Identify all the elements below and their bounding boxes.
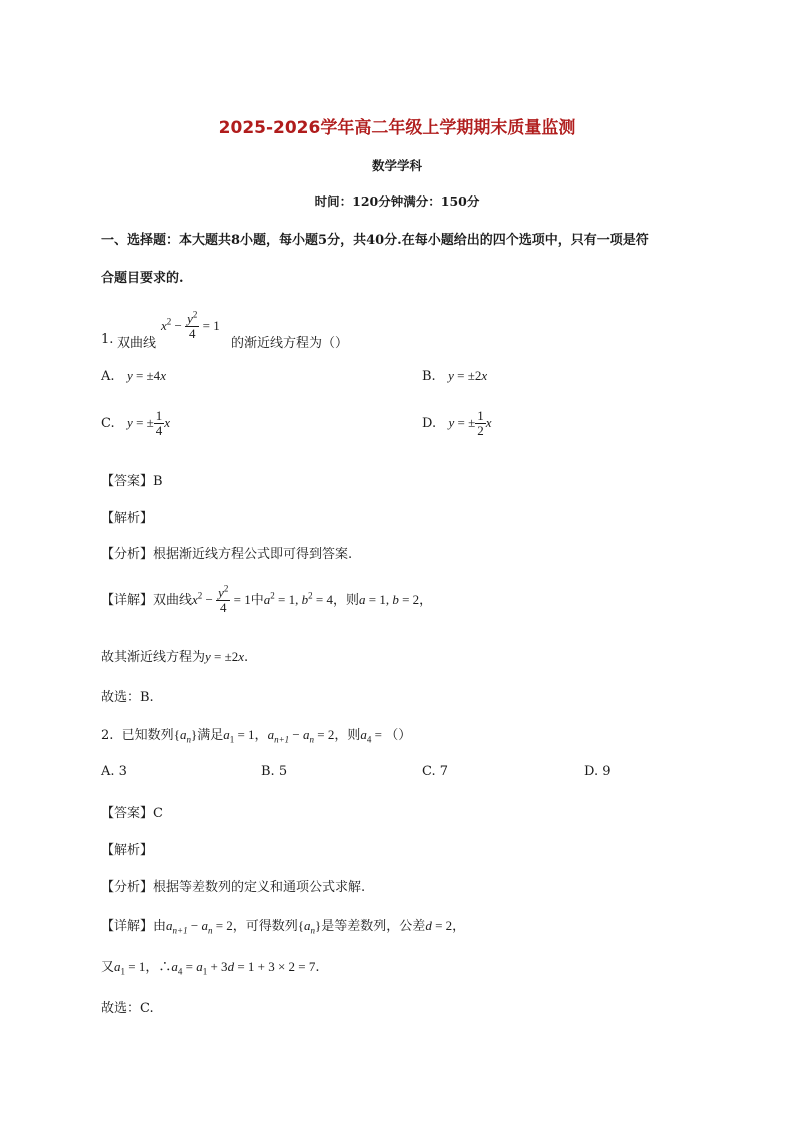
option-label: C. <box>101 416 115 431</box>
hyperbola-equation: $x^2$ − $\frac{y^2}{4}$ = 1 <box>161 309 220 341</box>
question-stem-text: （） <box>385 728 412 743</box>
conclusion-line: 故其渐近线方程为y = ±2x. <box>101 649 249 665</box>
answer-line: 【答案】B <box>101 474 163 489</box>
detail-text: 【详解】由 <box>101 919 167 934</box>
answer-line: 【答案】C <box>101 806 163 821</box>
choose-line: 故选：B. <box>101 690 154 705</box>
section-intro-line2: 合题目要求的. <box>101 271 184 286</box>
detail-text: 中 <box>250 593 264 608</box>
detail-text: ， <box>419 593 433 608</box>
detail-text: 【详解】双曲线 <box>101 593 193 608</box>
analysis-heading: 【解析】 <box>101 511 154 526</box>
detail-text: 又 <box>101 960 115 975</box>
option-d: D. 9 <box>584 764 611 779</box>
detail-line-2: 又$a_1 = 1$，$\therefore a_4 = a_1 + 3d = 1 + 3 \times 2 = 7$. <box>101 959 320 977</box>
question-stem-text: 双曲线 <box>117 336 157 351</box>
analysis-fenxi: 【分析】根据等差数列的定义和通项公式求解. <box>101 880 366 895</box>
detail-text: ， <box>452 919 466 934</box>
choose-line: 故选：C. <box>101 1001 154 1016</box>
option-label: B. <box>422 369 436 384</box>
detail-line: 【详解】由$a_{n+1} - a_n = 2$，可得数列$\{a_n\}$是等差数列，公差d = 2， <box>101 918 466 936</box>
subject-label: 数学学科 <box>371 158 422 173</box>
detail-text: . <box>315 960 320 975</box>
option-b: B. y = ±2x <box>422 368 488 384</box>
option-a: A. 3 <box>101 764 127 779</box>
analysis-heading: 【解析】 <box>101 843 154 858</box>
option-c: C. 7 <box>422 764 449 779</box>
detail-text: ，则 <box>332 593 359 608</box>
option-b: B. 5 <box>261 764 288 779</box>
question-stem-text: 的渐近线方程为（） <box>231 336 349 351</box>
question-stem-text: 满足 <box>197 728 224 743</box>
question-2-stem: 2. 已知数列$\{a_n\}$满足$a_1 = 1$，$a_{n+1} - a_n = 2$，则$a_4$ = （） <box>101 727 412 745</box>
section-intro-line1: 一、选择题：本大题共8小题，每小题5分，共40分.在每小题给出的四个选项中，只有一项是符 <box>101 233 649 248</box>
option-a: A. y = ±4x <box>101 368 166 384</box>
option-d: D. y = ± $\frac{1}{2}$ x <box>422 408 492 438</box>
time-info: 时间：120分钟满分：150分 <box>314 194 480 209</box>
analysis-fenxi: 【分析】根据渐近线方程公式即可得到答案. <box>101 547 353 562</box>
question-number: 1. <box>101 332 114 347</box>
question-stem-text: 已知数列 <box>121 728 174 743</box>
question-stem-text: ， <box>254 728 268 743</box>
option-label: A. <box>101 369 115 384</box>
question-number: 2. <box>101 728 114 743</box>
option-label: D. <box>422 416 437 431</box>
conclusion-text: 故其渐近线方程为 <box>101 650 206 665</box>
option-c: C. y = ± $\frac{1}{4}$ x <box>101 408 171 438</box>
conclusion-text: . <box>244 650 249 665</box>
detail-text: ，∴ <box>145 960 172 975</box>
question-stem-text: ，则 <box>334 728 361 743</box>
detail-line: 【详解】双曲线$x^2$ − $\frac{y^2}{4}$ = 1中$a^2 = 1$, $b^2 = 4$，则a = 1, b = 2， <box>101 583 433 615</box>
page-title: 2025-2026学年高二年级上学期期末质量监测 <box>218 118 576 138</box>
detail-text: 是等差数列，公差 <box>321 919 426 934</box>
detail-text: ，可得数列 <box>232 919 298 934</box>
